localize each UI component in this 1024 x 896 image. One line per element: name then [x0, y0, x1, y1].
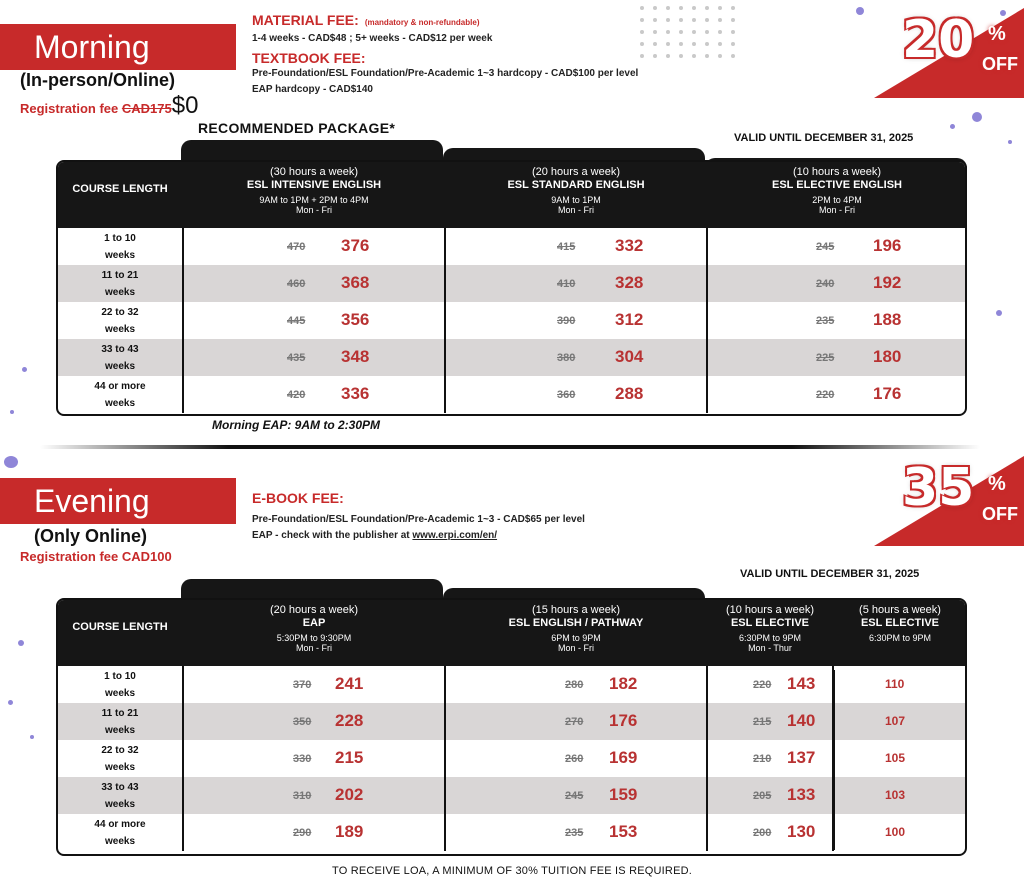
course-length-unit: weeks	[104, 360, 136, 372]
decor-dot	[4, 456, 18, 468]
decor-dot	[18, 640, 24, 646]
material-fee-title	[252, 12, 479, 28]
old-price: 260	[565, 752, 584, 765]
column-header	[833, 604, 967, 643]
discounted-price: 192	[873, 272, 902, 292]
old-price: 415	[557, 240, 576, 253]
table-header	[58, 600, 967, 666]
column-time: 6:30PM to 9PM	[868, 633, 932, 643]
discounted-price: 189	[335, 821, 364, 841]
course-length-unit: weeks	[104, 249, 136, 261]
section-divider	[40, 445, 980, 449]
course-length-range: 22 to 32	[101, 306, 139, 318]
registration-new-price: $0	[171, 92, 199, 119]
decor-grid-dot	[640, 42, 644, 46]
course-length-cell	[58, 378, 182, 412]
course-length-range: 33 to 43	[101, 343, 139, 355]
discounted-price: 176	[609, 710, 638, 730]
old-price: 470	[287, 240, 306, 253]
discount-off: OFF	[982, 504, 1018, 524]
discounted-price: 328	[615, 272, 644, 292]
registration-old-price: CAD175	[121, 101, 172, 116]
course-length-unit: weeks	[104, 397, 136, 409]
old-price: 380	[557, 351, 576, 364]
old-price: 350	[293, 715, 312, 728]
column-days: Mon - Fri	[558, 205, 594, 215]
textbook-fee-line-2: EAP hardcopy - CAD$140	[252, 84, 373, 95]
course-length-cell	[58, 341, 182, 375]
discounted-price: 153	[609, 821, 638, 841]
course-length-unit: weeks	[104, 724, 136, 736]
discounted-price: 376	[341, 235, 370, 255]
column-days: Mon - Fri	[819, 205, 855, 215]
table-row	[58, 703, 967, 740]
decor-grid-dot	[666, 42, 670, 46]
old-price: 270	[565, 715, 584, 728]
column-time: 6:30PM to 9PM	[738, 633, 802, 643]
discounted-price: 100	[885, 824, 906, 839]
discounted-price: 137	[787, 747, 816, 767]
table-row	[58, 265, 967, 302]
decor-grid-dot	[653, 18, 657, 22]
decor-grid-dot	[679, 54, 683, 58]
discount-off: OFF	[982, 54, 1018, 74]
decor-dot	[10, 410, 14, 414]
evening-banner: Evening	[0, 478, 236, 524]
decor-dot	[8, 700, 13, 705]
old-price: 235	[816, 314, 835, 327]
discounted-price: 159	[609, 784, 638, 804]
old-price: 360	[557, 388, 576, 401]
course-length-unit: weeks	[104, 687, 136, 699]
old-price: 410	[557, 277, 576, 290]
decor-grid-dot	[731, 30, 735, 34]
old-price: 280	[565, 678, 584, 691]
textbook-fee-title: TEXTBOOK FEE:	[252, 50, 366, 66]
column-name: ESL STANDARD ENGLISH	[507, 179, 645, 191]
table-row	[58, 814, 967, 851]
recommended-package-label: RECOMMENDED PACKAGE*	[198, 120, 396, 136]
discounted-price: 110	[885, 676, 905, 691]
evening-mode: (Only Online)	[34, 526, 148, 546]
course-length-cell	[58, 267, 182, 301]
old-price: 200	[753, 826, 772, 839]
column-header	[445, 604, 707, 653]
discounted-price: 188	[873, 309, 902, 329]
footer-note: TO RECEIVE LOA, A MINIMUM OF 30% TUITION FEE IS REQUIRED.	[332, 865, 692, 877]
table-row	[58, 228, 967, 265]
morning-discount-ribbon	[864, 8, 1024, 98]
course-length-cell	[58, 816, 182, 850]
column-name: ESL ELECTIVE	[860, 617, 940, 629]
discounted-price: 228	[335, 710, 364, 730]
decor-grid-dot	[692, 54, 696, 58]
column-separator	[444, 666, 446, 851]
decor-grid-dot	[666, 30, 670, 34]
discounted-price: 133	[787, 784, 816, 804]
decor-dot	[972, 112, 982, 122]
column-separator	[706, 666, 708, 851]
course-length-range: 11 to 21	[101, 269, 139, 281]
decor-grid-dot	[640, 18, 644, 22]
discounted-price: 140	[787, 710, 816, 730]
decor-grid-dot	[705, 42, 709, 46]
discounted-price: 304	[615, 346, 644, 366]
column-hours: (10 hours a week)	[725, 604, 815, 616]
column-header	[183, 166, 445, 215]
column-name: ESL INTENSIVE ENGLISH	[246, 179, 382, 191]
column-name: ESL ENGLISH / PATHWAY	[508, 617, 644, 629]
decor-grid-dot	[640, 54, 644, 58]
column-hours: (15 hours a week)	[531, 604, 621, 616]
morning-registration	[20, 92, 198, 120]
old-price: 420	[287, 388, 306, 401]
column-time: 2PM to 4PM	[812, 195, 862, 205]
column-time: 5:30PM to 9:30PM	[276, 633, 352, 643]
table-row	[58, 339, 967, 376]
material-fee-note: (mandatory & non-refundable)	[364, 18, 480, 27]
course-length-header: COURSE LENGTH	[72, 183, 168, 195]
decor-dot	[1008, 140, 1012, 144]
column-days: Mon - Fri	[296, 643, 332, 653]
textbook-fee-line-1: Pre-Foundation/ESL Foundation/Pre-Academic 1~3 hardcopy - CAD$100 per level	[252, 68, 639, 79]
column-time: 6PM to 9PM	[551, 633, 601, 643]
column-time: 9AM to 1PM + 2PM to 4PM	[259, 195, 369, 205]
course-length-range: 33 to 43	[101, 781, 139, 793]
decor-grid-dot	[666, 6, 670, 10]
discounted-price: 356	[341, 309, 370, 329]
column-separator	[706, 228, 708, 413]
material-fee-label: MATERIAL FEE:	[252, 12, 359, 28]
column-hours: (20 hours a week)	[269, 604, 359, 616]
column-hours: (5 hours a week)	[859, 604, 941, 616]
ebook-fee-title: E-BOOK FEE:	[252, 490, 344, 506]
course-length-cell	[58, 304, 182, 338]
old-price: 370	[293, 678, 312, 691]
decor-grid-dot	[718, 18, 722, 22]
ebook-fee-line-2-text: EAP - check with the publisher at	[252, 530, 413, 541]
old-price: 210	[753, 752, 772, 765]
discount-percent: 20	[902, 10, 975, 70]
old-price: 240	[816, 277, 835, 290]
column-header	[707, 604, 833, 653]
column-name: EAP	[302, 617, 326, 629]
registration-label: Registration fee	[20, 101, 122, 116]
evening-discount-ribbon	[864, 456, 1024, 546]
old-price: 220	[753, 678, 772, 691]
decor-dot	[856, 7, 864, 15]
discounted-price: 182	[609, 673, 638, 693]
elective-separator	[832, 670, 835, 850]
old-price: 290	[293, 826, 312, 839]
decor-grid-dot	[640, 6, 644, 10]
table-header	[58, 162, 967, 228]
decor-grid-dot	[666, 54, 670, 58]
discounted-price: 368	[341, 272, 370, 292]
decor-grid-dot	[653, 30, 657, 34]
discounted-price: 105	[885, 750, 906, 765]
decor-grid-dot	[653, 42, 657, 46]
discount-percent: 35	[902, 458, 975, 518]
old-price: 235	[565, 826, 584, 839]
decor-grid-dot	[692, 30, 696, 34]
old-price: 435	[287, 351, 306, 364]
ebook-fee-line-1: Pre-Foundation/ESL Foundation/Pre-Academic 1~3 - CAD$65 per level	[252, 514, 585, 525]
course-length-cell	[58, 705, 182, 739]
decor-grid-dot	[653, 54, 657, 58]
decor-dot	[950, 124, 955, 129]
decor-grid-dot	[731, 6, 735, 10]
column-name: ESL ELECTIVE	[730, 617, 810, 629]
old-price: 220	[816, 388, 835, 401]
decor-grid-dot	[731, 18, 735, 22]
evening-price-table	[56, 598, 967, 856]
morning-price-table	[56, 160, 967, 416]
decor-grid-dot	[679, 30, 683, 34]
old-price: 205	[753, 789, 772, 802]
discounted-price: 202	[335, 784, 364, 804]
old-price: 330	[293, 752, 312, 765]
course-length-range: 1 to 10	[104, 670, 136, 682]
table-row	[58, 302, 967, 339]
decor-grid-dot	[705, 54, 709, 58]
ebook-fee-line-2	[252, 530, 497, 541]
column-days: Mon - Fri	[558, 643, 594, 653]
discount-symbol: %	[988, 23, 1006, 45]
discounted-price: 336	[341, 383, 370, 403]
column-time: 9AM to 1PM	[551, 195, 601, 205]
erpi-link[interactable]: www.erpi.com/en/	[412, 530, 498, 541]
course-length-unit: weeks	[104, 835, 136, 847]
decor-grid-dot	[692, 18, 696, 22]
decor-grid-dot	[679, 6, 683, 10]
decor-grid-dot	[718, 6, 722, 10]
column-name: ESL ELECTIVE ENGLISH	[772, 179, 902, 191]
discounted-price: 288	[615, 383, 644, 403]
discounted-price: 196	[873, 235, 902, 255]
table-row	[58, 777, 967, 814]
course-length-cell	[58, 742, 182, 776]
course-length-range: 1 to 10	[104, 232, 136, 244]
discounted-price: 143	[787, 673, 816, 693]
evening-valid-until: VALID UNTIL DECEMBER 31, 2025	[740, 568, 920, 580]
course-length-header: COURSE LENGTH	[72, 621, 168, 633]
column-header	[445, 166, 707, 215]
decor-grid-dot	[692, 6, 696, 10]
column-separator	[182, 666, 184, 851]
old-price: 445	[287, 314, 306, 327]
course-length-range: 44 or more	[94, 818, 146, 830]
column-separator	[182, 228, 184, 413]
morning-eap-caption: Morning EAP: 9AM to 2:30PM	[212, 418, 381, 432]
discounted-price: 215	[335, 747, 364, 767]
course-length-range: 22 to 32	[101, 744, 139, 756]
course-length-cell	[58, 668, 182, 702]
course-length-range: 11 to 21	[101, 707, 139, 719]
course-length-cell	[58, 230, 182, 264]
discounted-price: 103	[885, 787, 906, 802]
discount-symbol: %	[988, 473, 1006, 495]
morning-mode: (In-person/Online)	[20, 70, 175, 90]
column-hours: (20 hours a week)	[531, 166, 621, 178]
decor-dot	[22, 367, 27, 372]
table-row	[58, 740, 967, 777]
column-separator	[444, 228, 446, 413]
decor-grid-dot	[718, 54, 722, 58]
decor-grid-dot	[640, 30, 644, 34]
course-length-unit: weeks	[104, 286, 136, 298]
decor-grid-dot	[731, 54, 735, 58]
discounted-price: 176	[873, 383, 902, 403]
decor-grid-dot	[718, 30, 722, 34]
decor-grid-dot	[705, 18, 709, 22]
column-header	[183, 604, 445, 653]
decor-dot	[30, 735, 34, 739]
table-row	[58, 376, 967, 413]
discounted-price: 130	[787, 821, 816, 841]
morning-banner: Morning	[0, 24, 236, 70]
discounted-price: 169	[609, 747, 638, 767]
old-price: 245	[816, 240, 835, 253]
old-price: 245	[565, 789, 584, 802]
course-length-unit: weeks	[104, 798, 136, 810]
course-length-unit: weeks	[104, 761, 136, 773]
discounted-price: 180	[873, 346, 902, 366]
old-price: 310	[293, 789, 312, 802]
column-days: Mon - Fri	[296, 205, 332, 215]
decor-grid-dot	[731, 42, 735, 46]
column-hours: (30 hours a week)	[269, 166, 359, 178]
discounted-price: 348	[341, 346, 370, 366]
decor-grid-dot	[692, 42, 696, 46]
discounted-price: 332	[615, 235, 644, 255]
course-length-unit: weeks	[104, 323, 136, 335]
table-row	[58, 666, 967, 703]
decor-dot	[996, 310, 1002, 316]
column-header	[707, 166, 967, 215]
old-price: 460	[287, 277, 306, 290]
discounted-price: 241	[335, 673, 364, 693]
decor-grid-dot	[666, 18, 670, 22]
column-days: Mon - Thur	[748, 643, 792, 653]
old-price: 390	[557, 314, 576, 327]
decor-grid-dot	[718, 42, 722, 46]
evening-registration: Registration fee CAD100	[20, 549, 172, 564]
old-price: 225	[816, 351, 835, 364]
morning-valid-until: VALID UNTIL DECEMBER 31, 2025	[734, 132, 914, 144]
decor-grid-dot	[679, 42, 683, 46]
decor-grid-dot	[705, 30, 709, 34]
decor-grid-dot	[705, 6, 709, 10]
old-price: 215	[753, 715, 772, 728]
discounted-price: 107	[885, 713, 906, 728]
column-hours: (10 hours a week)	[792, 166, 882, 178]
decor-grid-dot	[679, 18, 683, 22]
discounted-price: 312	[615, 309, 644, 329]
course-length-cell	[58, 779, 182, 813]
course-length-range: 44 or more	[94, 380, 146, 392]
decor-grid-dot	[653, 6, 657, 10]
material-fee-line: 1-4 weeks - CAD$48 ; 5+ weeks - CAD$12 per week	[252, 33, 493, 44]
